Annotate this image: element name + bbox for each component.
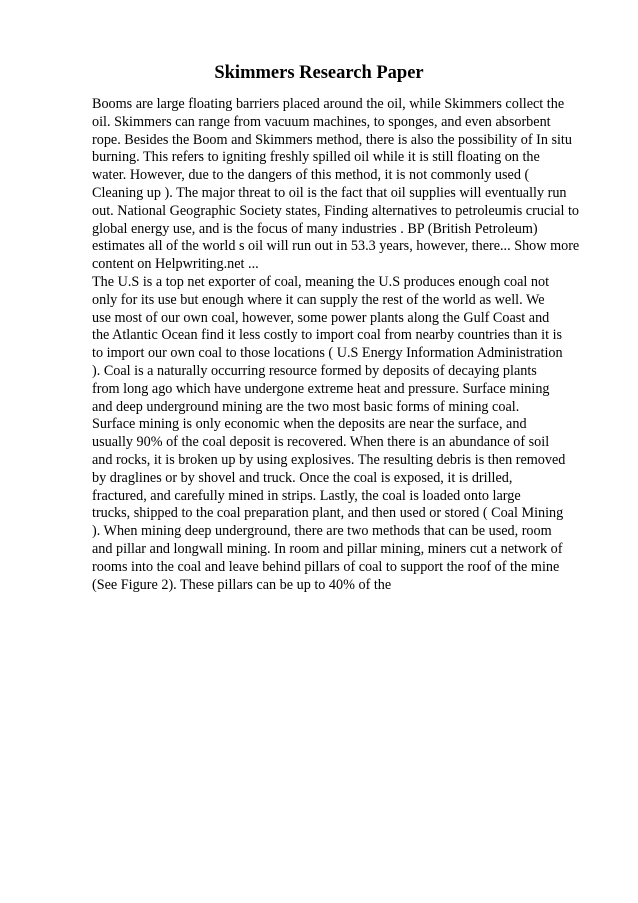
document-title: Skimmers Research Paper — [214, 63, 424, 83]
document-body — [92, 96, 592, 594]
body-line: burning. This refers to igniting freshly spilled oil while it is still floating on the — [92, 149, 540, 166]
body-line: Surface mining is only economic when the deposits are near the surface, and — [92, 416, 527, 433]
body-line: the Atlantic Ocean find it less costly to import coal from nearby countries than it is — [92, 327, 563, 344]
body-line: only for its use but enough where it can supply the rest of the world as well. We — [92, 291, 545, 308]
body-line: use most of our own coal, however, some power plants along the Gulf Coast and — [92, 309, 550, 326]
body-line: to import our own coal to those locations ( U.S Energy Information Administration — [92, 345, 563, 362]
body-line: trucks, shipped to the coal preparation plant, and then used or stored ( Coal Mining — [92, 505, 564, 522]
body-line: rope. Besides the Boom and Skimmers method, there is also the possibility of In situ — [92, 131, 572, 148]
body-line: ). Coal is a naturally occurring resource formed by deposits of decaying plants — [92, 362, 537, 379]
body-line: fractured, and carefully mined in strips. Lastly, the coal is loaded onto large — [92, 487, 521, 504]
body-line: The U.S is a top net exporter of coal, meaning the U.S produces enough coal not — [92, 273, 550, 290]
body-line: rooms into the coal and leave behind pillars of coal to support the roof of the mine — [92, 558, 560, 575]
body-line: from long ago which have undergone extreme heat and pressure. Surface mining — [92, 380, 550, 397]
body-line: Cleaning up ). The major threat to oil is the fact that oil supplies will eventually run — [92, 184, 567, 201]
body-line: and rocks, it is broken up by using explosives. The resulting debris is then removed — [92, 451, 566, 468]
body-line: out. National Geographic Society states, Finding alternatives to petroleumis crucial to — [92, 202, 579, 219]
body-line: and pillar and longwall mining. In room and pillar mining, miners cut a network of — [92, 540, 563, 557]
body-line: by draglines or by shovel and truck. Once the coal is exposed, it is drilled, — [92, 469, 513, 486]
body-line: content on Helpwriting.net ... — [92, 256, 259, 273]
body-line: usually 90% of the coal deposit is recovered. When there is an abundance of soil — [92, 434, 550, 451]
body-line: global energy use, and is the focus of many industries . BP (British Petroleum) — [92, 220, 538, 237]
body-line: estimates all of the world s oil will run out in 53.3 years, however, there... Show more — [92, 238, 580, 255]
body-line: (See Figure 2). These pillars can be up to 40% of the — [92, 576, 392, 593]
body-line: oil. Skimmers can range from vacuum machines, to sponges, and even absorbent — [92, 113, 551, 130]
body-line: water. However, due to the dangers of this method, it is not commonly used ( — [92, 167, 530, 184]
body-line: Booms are large floating barriers placed around the oil, while Skimmers collect the — [92, 96, 565, 112]
body-line: ). When mining deep underground, there are two methods that can be used, room — [92, 523, 552, 540]
body-line: and deep underground mining are the two most basic forms of mining coal. — [92, 398, 520, 415]
